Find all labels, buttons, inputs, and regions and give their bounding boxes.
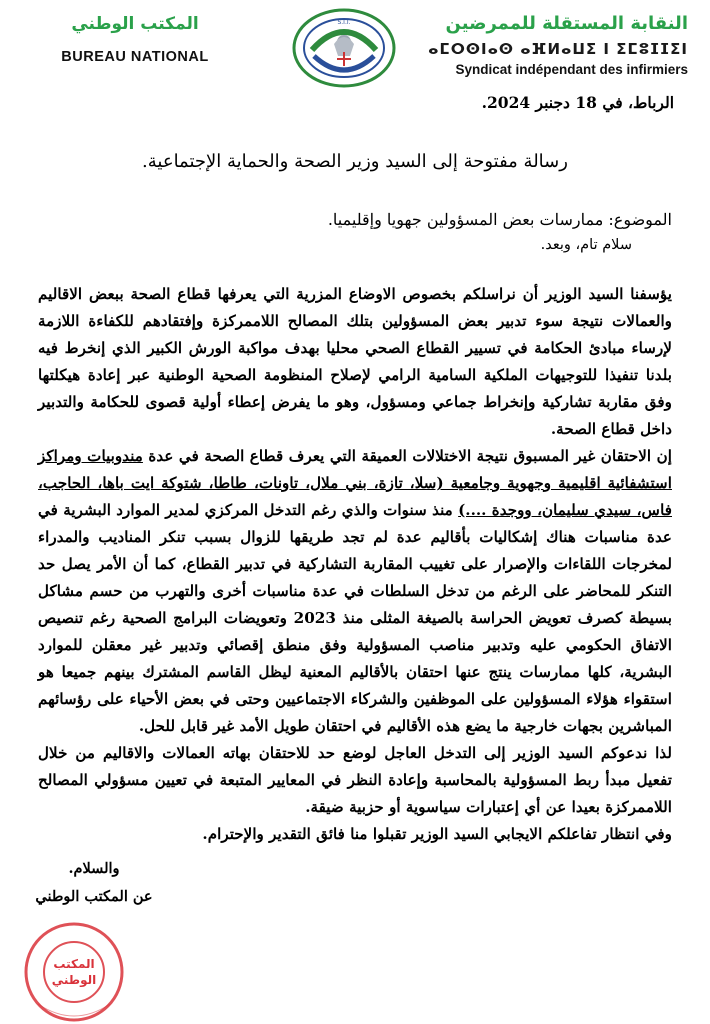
paragraph-2-underlined: مندوبيات ومراكز استشفائية اقليمية وجهوية وجامعية (سلا، تازة، بني ملال، تاونات، طاطا، شتوكة ايت باها، الحاجب، فاس، سيدي سليمان، ووجدة ....) <box>38 447 672 519</box>
stamp-inner-text-2: الوطني <box>51 973 97 987</box>
stamp-inner-text: المكتب <box>53 957 95 971</box>
paragraph-3: لذا ندعوكم السيد الوزير إلى التدخل العاجل لوضع حد للاحتقان بهاته العمالات والاقاليم من خلال تفعيل مبدأ ربط المسؤولية بالمحاسبة وإعادة النظر في المعايير المتبعة في تعيين مسؤولي المصالح اللاممركزة بعيدا عن أي إعتبارات سياسوية أو حزبية ضيقة. <box>38 744 672 816</box>
bureau-name-arabic: المكتب الوطني <box>71 14 199 34</box>
union-logo-icon <box>290 6 398 90</box>
org-name-french: Syndicat indépendant des infirmiers <box>455 62 688 77</box>
paragraph-2 <box>38 443 672 740</box>
paragraph-2-start: إن الاحتقان غير المسبوق نتيجة الاختلالات العميقة التي يعرف قطاع الصحة في عدة <box>142 447 672 465</box>
header-org-block <box>418 12 688 80</box>
org-name-arabic: النقابة المستقلة للممرضين <box>445 13 688 34</box>
org-name-tifinagh: ⴰⵎⵔⵙⵏⴰⵙ ⴰⴼⵍⴰⵡⵉ ⵏ ⵉⵎⵓⵊⵊⵉⵏ <box>428 40 688 58</box>
header-bureau-block <box>30 12 240 68</box>
letter-body <box>38 281 672 848</box>
letter-date: الرباط، في 18 دجنبر 2024. <box>481 93 674 112</box>
paragraph-1: يؤسفنا السيد الوزير أن نراسلكم بخصوص الاوضاع المزرية التي يعرفها قطاع الصحة ببعض الاقاليم والعمالات نتيجة سوء تدبير بعض المسؤولين بتلك المصالح اللاممركزة وإفتقادهم للكفاءة اللازمة لإرساء مبادئ الحكامة في تسيير القطاع الصحي محليا بهدف مواكبة الورش الكبير الذي إنخرط فيه بلدنا تنفيذا للتوجيهات الملكية السامية الرامي لإصلاح المنظومة الصحية الوطنية عبر إعادة هيكلتها وفق مقاربة تشاركية وإنخراط جماعي ومسؤول، وهو ما يفرض إعطاء أولية قصوى للحكامة والتدبير داخل قطاع الصحة. <box>38 285 672 438</box>
letter-subject: الموضوع: ممارسات بعض المسؤولين جهويا وإقليميا. <box>327 210 672 229</box>
logo-lettering: S.I.I. <box>337 19 351 26</box>
letter-title: رسالة مفتوحة إلى السيد وزير الصحة والحماية الإجتماعية. <box>142 151 568 172</box>
closing-salam: والسلام. <box>68 860 120 877</box>
letter-greeting: سلام تام، وبعد. <box>540 237 632 253</box>
stamp-icon <box>18 912 130 1024</box>
closing-signature: عن المكتب الوطني <box>35 888 153 905</box>
paragraph-2-end: منذ سنوات والذي رغم التدخل المركزي لمدير الموارد البشرية في عدة مناسبات هناك إشكاليات بأقاليم عدة لم تجد طريقها للزوال بسبب تنكر المناديب والمدراء لمخرجات اللقاءات والإصرار على تغييب المقاربة التشاركية في تدبير القطاع، كما أن الأمر يصل حد التنكر للمحاضر على الرغم من تدخل السلطات في عدة مناسبات أخرى والتهرب من حسم مشاكل بسيطة كصرف تعويض الحراسة بالصيغة المثلى منذ 2023 وتعويضات البرامج الصحية رغم تنصيص الاتفاق الحكومي عليه وتدبير مناصب المسؤولية وفق منطق إقصائي وتدبير غير معقلن للموارد البشرية، كلها ممارسات ينتج عنها احتقان بالأقاليم المعنية ليظل القاسم المشترك بينهم جميعا هو استقواء هؤلاء المسؤولين على الموظفين والشركاء الاجتماعيين وحتى في بعض الأحياء على رؤسائهم المباشرين بجهات خارجية ما يضع هذه الأقاليم في احتقان طويل الأمد غير قابل للحل. <box>38 501 673 735</box>
paragraph-4: وفي انتظار تفاعلكم الايجابي السيد الوزير تقبلوا منا فائق التقدير والإحترام. <box>202 825 672 843</box>
bureau-name-french: BUREAU NATIONAL <box>61 49 209 65</box>
